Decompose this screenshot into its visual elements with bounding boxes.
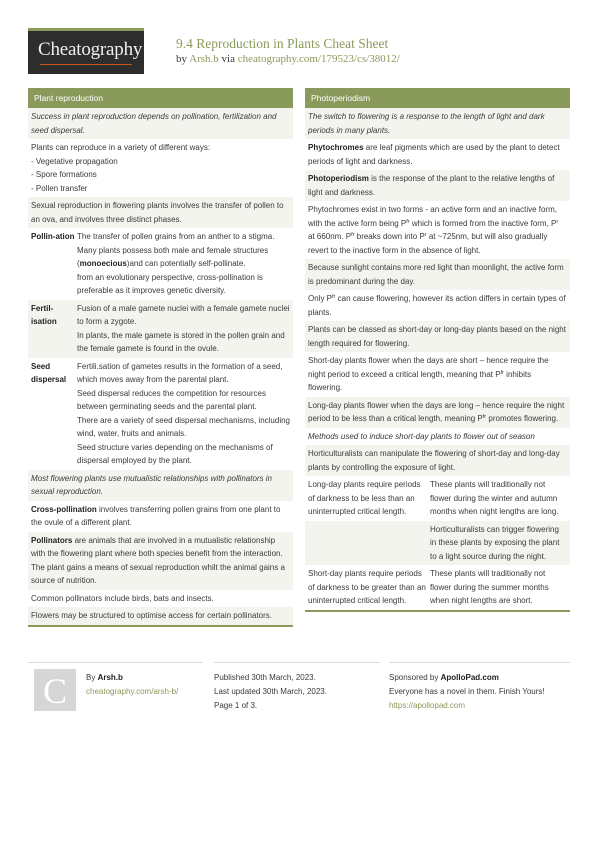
table-cell: Horticulturalists can trigger flowering in these plants by exposing the plant to a light source during the night.: [430, 524, 560, 561]
pollinators-row: Pollinators are animals that are involved in a mutualistic relationship with the flowering plant where both species benefit from the interaction. The plant gains a means of sexual reproduction whilt the animal gains a source of nutrition.: [28, 532, 293, 590]
updated-date: Last updated 30th March, 2023.: [214, 687, 327, 696]
cross-pollination-row: Cross-pollination involves transferring pollen grains from one plant to the ovule of a different plant.: [31, 504, 281, 527]
phase-row-seed-dispersal: [28, 358, 293, 470]
page-header: [28, 28, 578, 74]
table-row: [305, 476, 570, 521]
phase-description: [77, 360, 290, 468]
classification-row: Plants can be classed as short-day or long-day plants based on the night length required for flowering.: [305, 321, 570, 352]
section-plant-reproduction: [28, 88, 293, 627]
section-end-rule: [305, 610, 570, 612]
phase-line: Seed structure varies depending on the mechanisms of dispersal employed by the plant.: [77, 442, 273, 465]
table-cell: Long-day plants require periods of darkness to be less than an uninterrupted critical length.: [308, 480, 421, 516]
section-title: Plant reproduction: [28, 88, 293, 108]
ways-intro: Plants can reproduce in a variety of different ways:: [31, 143, 211, 152]
phase-term: Pollin-ation: [31, 232, 75, 241]
phytochrome-forms-row: Phytochromes exist in two forms - an active form and an inactive form, with the active form being $P^{fr}$ which is formed from the inactive form, $P^r$ at 660nm. $P^{fr}$ breaks down into $P^r$ at ~725nm, but will also gradually revert to the inactive form in the absence of light.: [308, 205, 559, 255]
section-photoperiodism: [305, 88, 570, 612]
title-block: [176, 36, 400, 65]
way-item: - Spore formations: [31, 170, 97, 179]
logo-underline: [40, 64, 132, 65]
page-indicator: Page 1 of 3.: [214, 701, 258, 710]
author-profile-link[interactable]: cheatography.com/arsh-b/: [86, 687, 179, 696]
table-row: [305, 521, 570, 566]
phase-term: Fertil-isation: [31, 303, 57, 326]
byline-prefix: by: [176, 53, 187, 65]
section-title: Photoperiodism: [305, 88, 570, 108]
table-cell: These plants will traditionally not flower during the winter and autumn months when night lengths are long.: [430, 480, 559, 516]
phytochromes-row: Phytochromes are leaf pigments which are used by the plant to detect periods of light and darkness.: [308, 143, 560, 166]
phase-line: In plants, the male gamete is stored in the pollen grain and the female gamete is found in the ovule.: [77, 330, 285, 353]
intro-row: The switch to flowering is a response to the length of light and dark periods in many plants.: [305, 108, 570, 139]
phase-row-fertilisation: [28, 300, 293, 358]
sponsor-name[interactable]: ApolloPad.com: [440, 673, 499, 682]
phase-description: [77, 302, 290, 356]
horticulturalists-row: Horticulturalists can manipulate the flowering of short-day and long-day plants by controlling the exposure of light.: [305, 445, 570, 476]
logo-text: Cheatography: [38, 39, 143, 60]
photoperiodism-row: Photoperiodism is the response of the plant to the relative lengths of light and darkness.: [305, 170, 570, 201]
way-item: - Pollen transfer: [31, 183, 88, 193]
flower-structure-row: Flowers may be structured to optimise access for certain pollinators.: [28, 607, 293, 625]
mutualism-row: Most flowering plants use mutualistic relationships with pollinators in sexual reproduction.: [28, 470, 293, 501]
phase-line: There are a variety of seed dispersal mechanisms, including wind, water, fruits and animals.: [77, 415, 290, 438]
footer-dates: [214, 662, 380, 713]
sexual-reproduction-row: Sexual reproduction in flowering plants involves the transfer of pollen to an ova, and involves three distinct phases.: [28, 197, 293, 228]
table-cell: Short-day plants require periods of darkness to be greater than an uninterrupted critical length.: [308, 569, 426, 605]
table-cell: These plants will traditionally not flower during the summer months when night lengths are short.: [430, 569, 549, 605]
byline: [176, 53, 400, 65]
section-end-rule: [28, 625, 293, 627]
short-day-row: Short-day plants flower when the days are short – hence require the night period to exceed a critical length, meaning that $P^{fr}$ inhibits flowering.: [308, 356, 549, 392]
footer-author-name[interactable]: Arsh.b: [97, 673, 123, 682]
phase-description: [77, 230, 290, 298]
phase-line: from an evolutionary perspective, cross-pollination is preferable as it improves genetic diversity.: [77, 272, 263, 295]
only-pfr-row: Only $P^{fr}$ can cause flowering, however its action differs in certain types of plants.: [308, 294, 566, 317]
phase-row-pollination: [28, 228, 293, 300]
cheatography-logo[interactable]: [28, 28, 144, 74]
phase-line: Fusion of a male gamete nuclei with a female gamete nuclei to form a zygote.: [77, 303, 290, 326]
avatar[interactable]: C: [34, 669, 76, 711]
byline-via: via: [221, 53, 235, 65]
intro-row: Success in plant reproduction depends on pollination, fertilization and seed dispersal.: [28, 108, 293, 139]
sheet-url-link[interactable]: cheatography.com/179523/cs/38012/: [237, 53, 400, 65]
phase-line: Many plants possess both male and female structures (monoecious)and can potentially self-pollinate.: [77, 245, 269, 268]
footer-by: By Arsh.b: [86, 673, 123, 682]
common-pollinators-row: Common pollinators include birds, bats and insects.: [31, 593, 214, 603]
sheet-title: 9.4 Reproduction in Plants Cheat Sheet: [176, 36, 389, 51]
sponsored-by: Sponsored by ApolloPad.com: [389, 673, 499, 682]
methods-row: Methods used to induce short-day plants to flower out of season: [308, 431, 535, 441]
author-link[interactable]: Arsh.b: [189, 53, 219, 65]
sunlight-row: Because sunlight contains more red light than moonlight, the active form is predominant during the day.: [305, 259, 570, 290]
ways-row: [28, 139, 293, 197]
phase-term: Seed dispersal: [31, 361, 67, 384]
footer-author: [28, 662, 203, 711]
long-day-row: Long-day plants flower when the days are long – hence require the night period to be less than a critical length, meaning $P^{fr}$ promotes flowering.: [305, 397, 570, 428]
table-cell: [308, 523, 430, 564]
published-date: Published 30th March, 2023.: [214, 673, 316, 682]
table-row: [305, 565, 570, 610]
phase-line: The transfer of pollen grains from an anther to a stigma.: [77, 232, 275, 241]
sponsor-link[interactable]: https://apollopad.com: [389, 701, 466, 710]
phase-line: Fertili.sation of gametes results in the formation of a seed, which moves away from the parental plant.: [77, 361, 283, 384]
sponsor-tagline: Everyone has a novel in them. Finish Yours!: [389, 687, 545, 696]
way-item: - Vegetative propagation: [31, 156, 118, 166]
footer-sponsor: [389, 662, 570, 713]
phase-line: Seed dispersal reduces the competition for resources between germinating seeds and the parental plant.: [77, 388, 266, 411]
